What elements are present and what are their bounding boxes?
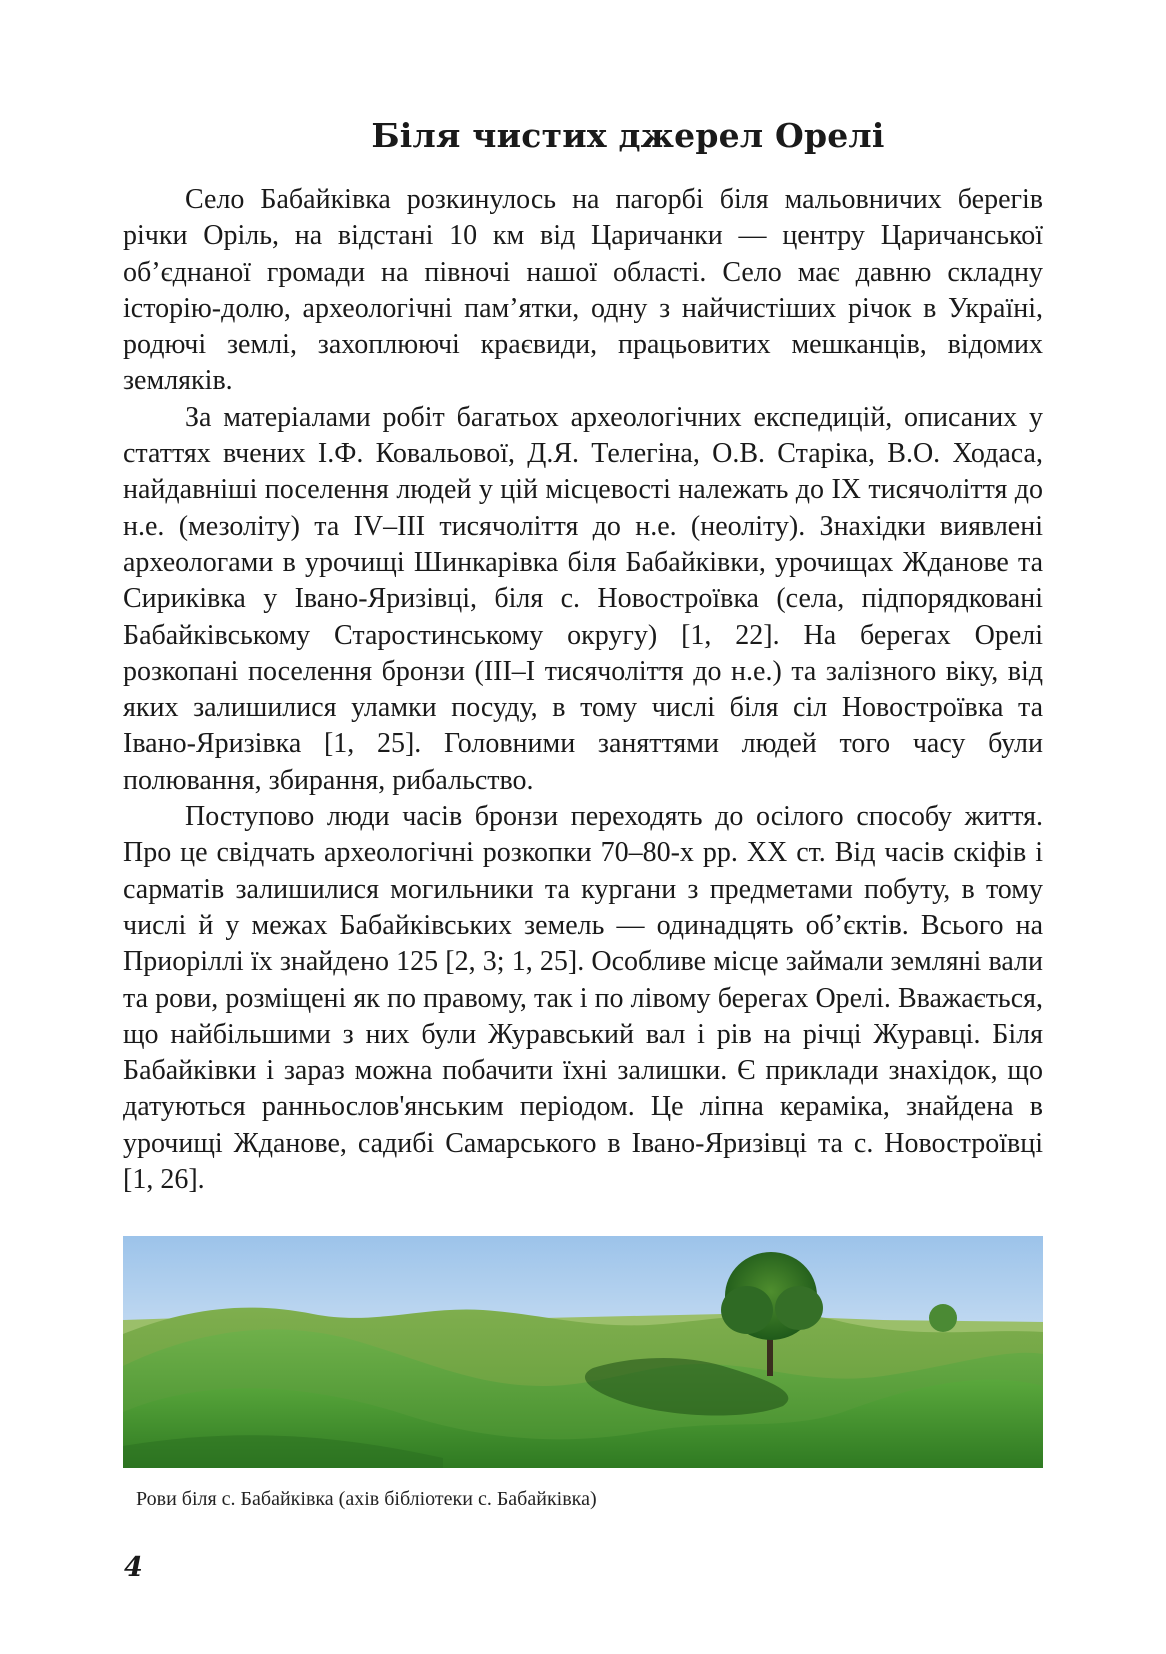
page-number: 4 xyxy=(124,1552,143,1583)
green-hills-image xyxy=(123,1236,1043,1468)
page-title: Біля чистих джерел Орелі xyxy=(371,116,885,155)
tree-crown-right xyxy=(775,1286,823,1330)
far-tree xyxy=(929,1304,957,1332)
paragraph-3: Поступово люди часів бронзи переходять до осілого способу життя. Про це свідчать археологічні розкопки 70–80-х рр. ХХ ст. Від часів скіфів і сарматів залишилися могильники та кургани з предметами побуту, в тому числі й у межах Бабайківських земель — одинадцять об’єктів. Всього на Приоріллі їх знайдено 125 [2, 3; 1, 25]. Особливе місце займали земляні вали та рови, розміщені як по правому, так і по лівому берегах Орелі. Вважається, що найбільшими з них були Журавський вал і рів на річці Журавці. Біля Бабайківки і зараз можна побачити їхні залишки. Є приклади знахідок, що датуються ранньослов'янським періодом. Це ліпна кераміка, знайдена в урочищі Жданове, садибі Самарського в Івано-Яризівці та с. Новостроївці [1, 26]. xyxy=(123,801,1043,1196)
landscape-photo xyxy=(123,1236,1043,1468)
paragraph-2: За матеріалами робіт багатьох археологічних експедицій, описаних у статтях вчених І.Ф. Ковальової, Д.Я. Телегіна, О.В. Старіка, В.О. Ходаса, найдавніші поселення людей у цій місцевості належать до ІХ тисячоліття до н.е. (мезоліту) та IV–ІІІ тисячоліття до н.е. (неоліту). Знахідки виявлені археологами в урочищі Шинкарівка біля Бабайківки, урочищах Жданове та Сириківка у Івано-Яризівці, біля с. Новостроївка (села, підпорядковані Бабайківському Старостинському округу) [1, 22]. На берегах Орелі розкопані поселення бронзи (ІІІ–І тисячоліття до н.е.) та залізного віку, від яких залишилися уламки посуду, в тому числі біля сіл Новостроївка та Івано-Яризівка [1, 25]. Головними заняттями людей того часу були полювання, збирання, рибальство. xyxy=(123,401,1043,796)
tree-crown-left xyxy=(721,1286,773,1334)
paragraph-1: Село Бабайківка розкинулось на пагорбі біля мальовничих берегів річки Оріль, на відстані 10 км від Царичанки — центру Царичанської об’єднаної громади на півночі нашої області. Село має давню складну історію-долю, археологічні пам’ятки, одну з найчистіших річок в Україні, родючі землі, захоплюючі краєвиди, працьовитих мешканців, відомих земляків. xyxy=(123,184,1043,397)
photo-caption: Рови біля с. Бабайківка (ахів бібліотеки с. Бабайківка) xyxy=(136,1488,597,1510)
article-body xyxy=(123,182,1043,1198)
